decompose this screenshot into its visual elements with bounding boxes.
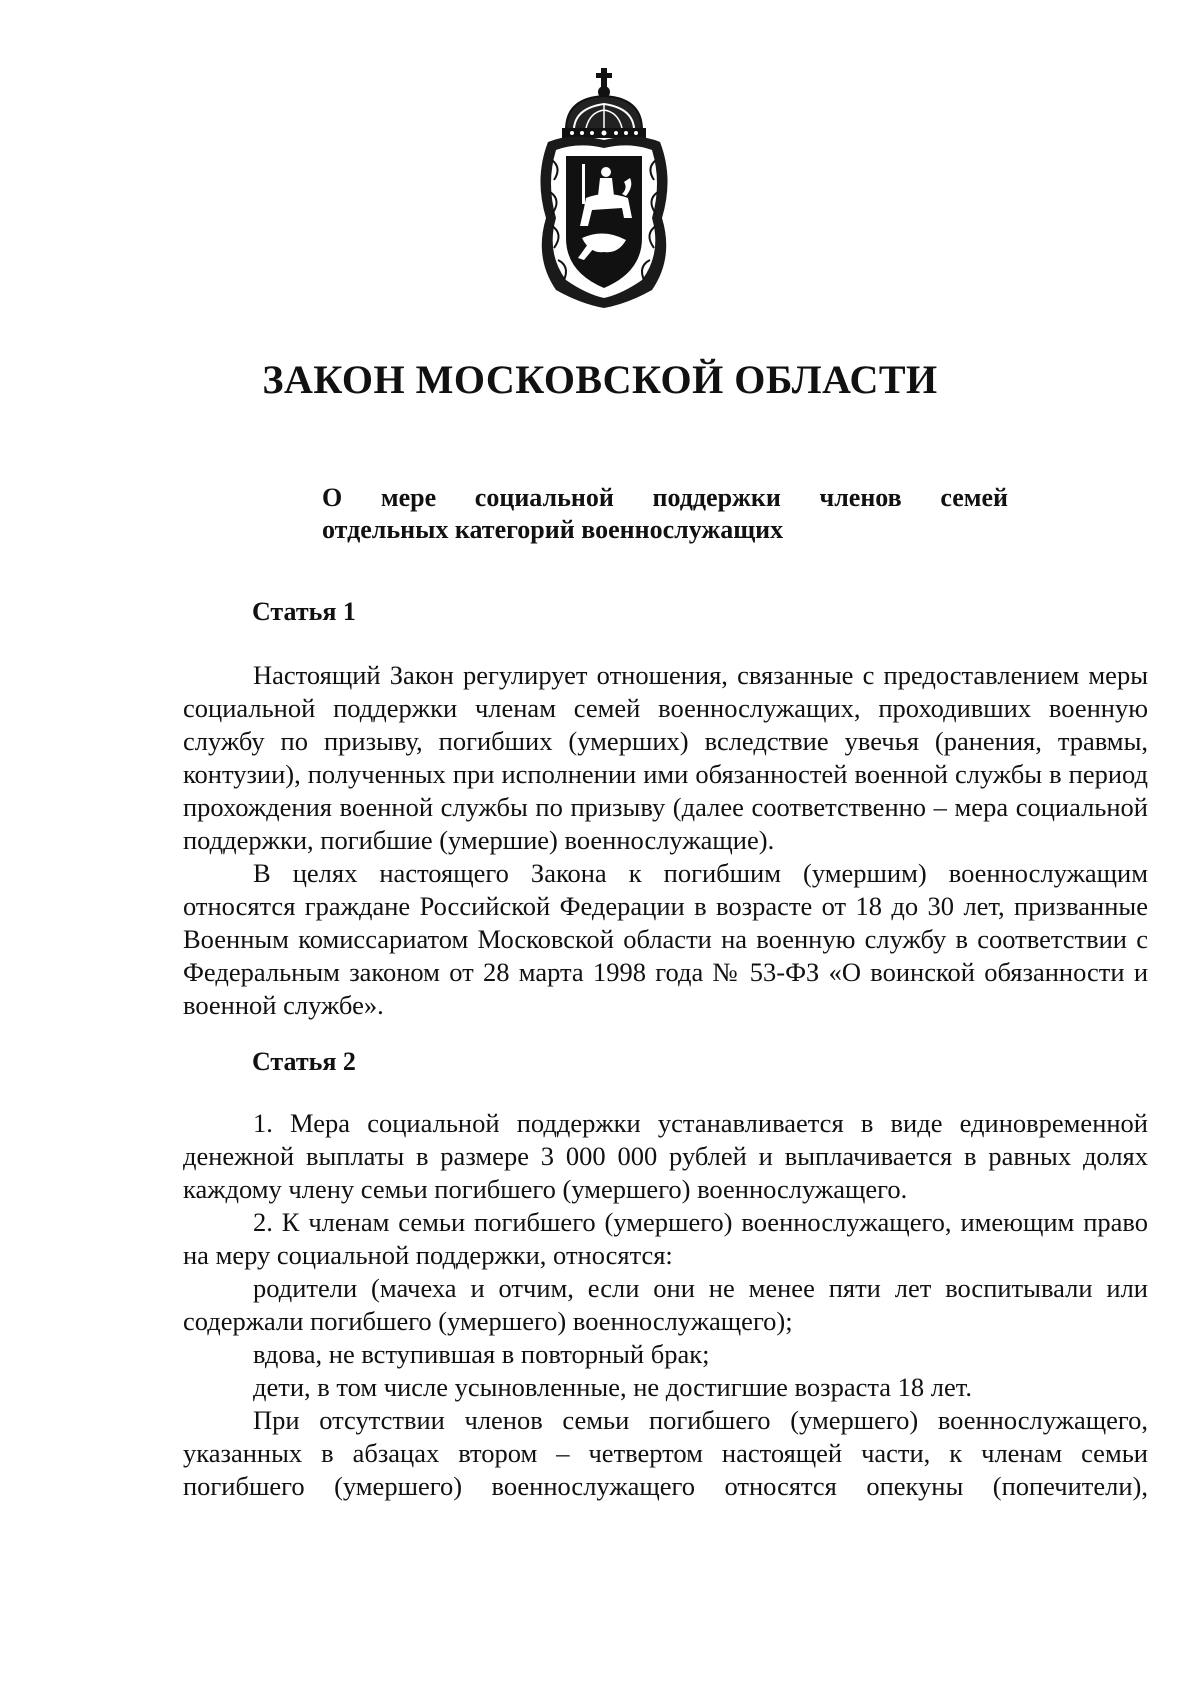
article-2-body [183,1107,1148,1503]
article-1-paragraph: Настоящий Закон регулирует отношения, связанные с предоставлением меры социальной поддержки членам семей военнослужащих, проходивших военную службу по призыву, погибших (умерших) вследствие увечья (ранения, травмы, контузии), полученных при исполнении ими обязанностей военной службы в период прохождения военной службы по призыву (далее соответственно – мера социальной поддержки, погибшие (умершие) военнослужащие). [183,660,1148,855]
article-1-body [183,659,1148,1022]
law-subject [322,482,1008,546]
article-2-paragraph: вдова, не вступившая в повторный брак; [253,1339,710,1369]
article-2-paragraph: 2. К членам семьи погибшего (умершего) военнослужащего, имеющим право на меру социальной поддержки, относятся: [183,1207,1148,1270]
article-2-paragraph: дети, в том числе усыновленные, не достигшие возраста 18 лет. [253,1372,972,1402]
article-2-paragraph: При отсутствии членов семьи погибшего (умершего) военнослужащего, указанных в абзацах втором – четвертом настоящей части, к членам семьи погибшего (умершего) военнослужащего относятся опекуны (попечители), [183,1405,1148,1501]
coat-of-arms-icon [526,68,682,308]
article-2-paragraph: 1. Мера социальной поддержки устанавливается в виде единовременной денежной выплаты в размере 3 000 000 рублей и выплачивается в равных долях каждому члену семьи погибшего (умершего) военнослужащего. [183,1108,1148,1204]
law-subject-line-2: отдельных категорий военнослужащих [322,515,784,544]
law-subject-line-1: О мере социальной поддержки членов семей [322,483,1008,512]
article-1-heading: Статья 1 [252,597,356,626]
article-1-paragraph: В целях настоящего Закона к погибшим (умершим) военнослужащим относятся граждане Российской Федерации в возрасте от 18 до 30 лет, призванные Военным комиссариатом Московской области на военную службу в соответствии с Федеральным законом от 28 марта 1998 года № 53-ФЗ «О воинской обязанности и военной службе». [183,858,1148,1020]
article-2-paragraph: родители (мачеха и отчим, если они не менее пяти лет воспитывали или содержали погибшего (умершего) военнослужащего); [183,1273,1148,1336]
document-title: ЗАКОН МОСКОВСКОЙ ОБЛАСТИ [262,357,938,402]
article-2-heading: Статья 2 [252,1047,356,1076]
